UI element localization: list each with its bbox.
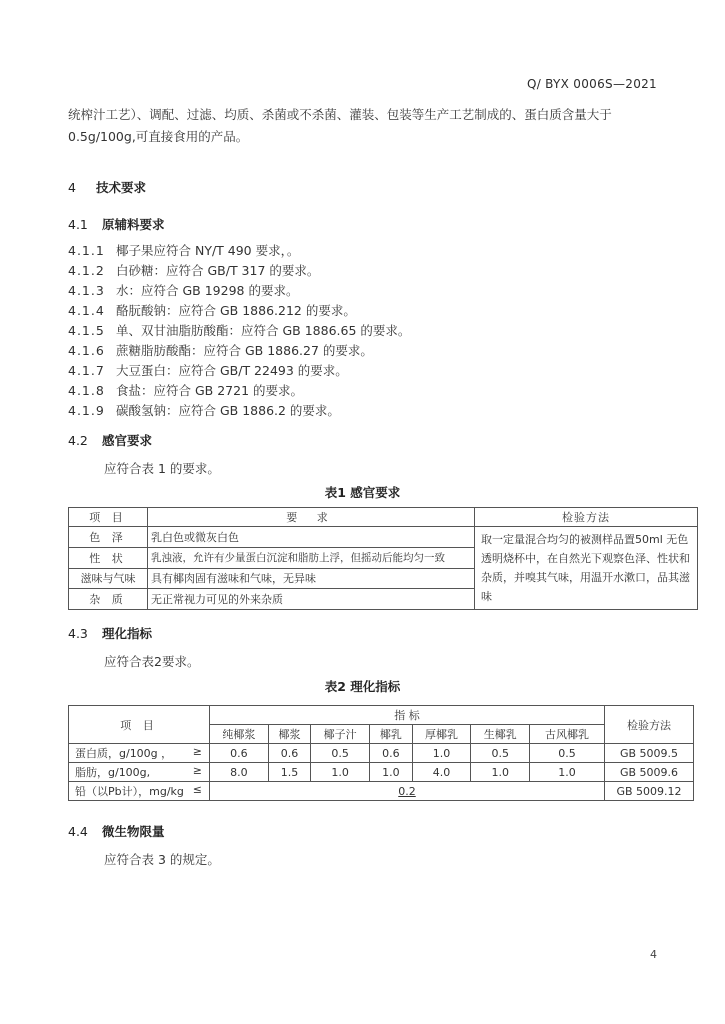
- table-header-row: [69, 706, 694, 725]
- comparison-symbol: ≤: [192, 783, 202, 796]
- item-number: 4.1.8: [68, 383, 105, 398]
- list-item: [68, 301, 410, 321]
- row-item: 性 状: [69, 547, 148, 568]
- item-number: 4.1.3: [68, 283, 105, 298]
- section-4-3-heading: [68, 624, 152, 642]
- section-number: 4.2: [68, 433, 88, 448]
- table-cell: 1.0: [412, 744, 471, 763]
- section-number: 4.4: [68, 824, 88, 839]
- row-label: [69, 744, 210, 763]
- intro-line-1: 统榨汁工艺）、调配、过滤、均质、杀菌或不杀菌、灌装、包装等生产工艺制成的、蛋白质含量大于: [68, 107, 612, 122]
- section-title: 技术要求: [96, 180, 147, 195]
- label-text: 脂肪，g/100g,: [75, 766, 151, 779]
- list-item: [68, 241, 410, 261]
- header-item: 项 目: [69, 508, 148, 527]
- section-4-2-body: 应符合表 1 的要求。: [104, 461, 220, 476]
- item-text: 单、双甘油脂肪酸酯：应符合 GB 1886.65 的要求。: [116, 323, 411, 338]
- column-header: 椰浆: [268, 725, 311, 744]
- row-item: 滋味与气味: [69, 568, 148, 589]
- row-requirement: 无正常视力可见的外来杂质: [148, 589, 475, 610]
- row-item: 杂 质: [69, 589, 148, 610]
- method-cell: GB 5009.12: [605, 782, 694, 801]
- item-number: 4.1.7: [68, 363, 105, 378]
- item-number: 4.1.6: [68, 343, 105, 358]
- section-4-heading: [68, 178, 146, 196]
- list-item: [68, 361, 410, 381]
- table-row: [69, 527, 698, 548]
- table-1-caption: 表1 感官要求: [324, 485, 401, 500]
- section-4-4-heading: [68, 822, 165, 840]
- comparison-symbol: ≥: [192, 745, 202, 758]
- lead-limit-cell: 0.2: [210, 782, 605, 801]
- item-text: 大豆蛋白：应符合 GB/T 22493 的要求。: [116, 363, 348, 378]
- item-number: 4.1.4: [68, 303, 105, 318]
- header-requirement: 要 求: [148, 508, 475, 527]
- sensory-requirements-table: [68, 507, 698, 610]
- intro-paragraph: [68, 104, 668, 148]
- section-title: 微生物限量: [102, 824, 165, 839]
- table-cell: 0.6: [370, 744, 413, 763]
- table-cell: 1.0: [311, 763, 370, 782]
- table-row: [69, 763, 694, 782]
- header-test-method: 检验方法: [605, 706, 694, 744]
- comparison-symbol: ≥: [192, 764, 202, 777]
- section-number: 4.3: [68, 626, 88, 641]
- table-cell: 1.0: [530, 763, 605, 782]
- list-item: [68, 261, 410, 281]
- table-cell: 1.0: [471, 763, 530, 782]
- section-4-3-body: 应符合表2要求。: [104, 654, 200, 669]
- list-item: [68, 401, 410, 421]
- section-title: 感官要求: [102, 433, 153, 448]
- table-cell: 1.5: [268, 763, 311, 782]
- column-header: 古风椰乳: [530, 725, 605, 744]
- page-number: 4: [650, 948, 657, 961]
- section-4-1-heading: [68, 215, 165, 233]
- table-cell: 4.0: [412, 763, 471, 782]
- header-item: 项 目: [69, 706, 210, 744]
- item-text: 椰子果应符合 NY/T 490 要求，。: [116, 243, 300, 258]
- table-cell: 0.5: [530, 744, 605, 763]
- list-item: [68, 341, 410, 361]
- row-requirement: 乳白色或微灰白色: [148, 527, 475, 548]
- item-text: 碳酸氢钠：应符合 GB 1886.2 的要求。: [116, 403, 340, 418]
- table-cell: 1.0: [370, 763, 413, 782]
- row-label: [69, 782, 210, 801]
- physicochemical-index-table: [68, 705, 694, 801]
- column-header: 生椰乳: [471, 725, 530, 744]
- table-row: [69, 744, 694, 763]
- method-cell: GB 5009.6: [605, 763, 694, 782]
- section-title: 理化指标: [102, 626, 153, 641]
- item-text: 白砂糖：应符合 GB/T 317 的要求。: [116, 263, 320, 278]
- raw-material-requirements: [68, 241, 410, 421]
- table-header-row: [69, 508, 698, 527]
- label-text: 蛋白质，g/100g ，: [75, 747, 173, 760]
- item-number: 4.1.9: [68, 403, 105, 418]
- table-cell: 0.6: [268, 744, 311, 763]
- item-text: 食盐：应符合 GB 2721 的要求。: [116, 383, 303, 398]
- item-number: 4.1.2: [68, 263, 105, 278]
- header-index: 指 标: [210, 706, 605, 725]
- column-header: 椰子汁: [311, 725, 370, 744]
- column-header: 厚椰乳: [412, 725, 471, 744]
- section-4-4-body: 应符合表 3 的规定。: [104, 852, 220, 867]
- row-requirement: 具有椰肉固有滋味和气味，无异味: [148, 568, 475, 589]
- table-cell: 0.5: [471, 744, 530, 763]
- table-cell: 0.6: [210, 744, 269, 763]
- list-item: [68, 381, 410, 401]
- row-item: 色 泽: [69, 527, 148, 548]
- item-text: 水：应符合 GB 19298 的要求。: [116, 283, 299, 298]
- header-test-method: 检验方法: [475, 508, 698, 527]
- item-number: 4.1.5: [68, 323, 105, 338]
- row-label: [69, 763, 210, 782]
- document-code: Q/ BYX 0006S—2021: [526, 77, 657, 91]
- table-cell: 0.5: [311, 744, 370, 763]
- section-title: 原辅料要求: [102, 217, 165, 232]
- table-2-caption: 表2 理化指标: [324, 679, 401, 694]
- column-header: 椰乳: [370, 725, 413, 744]
- label-text: 铅（以Pb计），mg/kg: [75, 785, 184, 798]
- method-cell: GB 5009.5: [605, 744, 694, 763]
- row-requirement: 乳浊液，允许有少量蛋白沉淀和脂肪上浮，但摇动后能均匀一致: [148, 547, 475, 568]
- table-row: [69, 782, 694, 801]
- list-item: [68, 281, 410, 301]
- section-4-2-heading: [68, 431, 152, 449]
- item-text: 酪朊酸钠：应符合 GB 1886.212 的要求。: [116, 303, 356, 318]
- test-method-text: 取一定量混合均匀的被测样品置50ml 无色透明烧杯中，在自然光下观察色泽、性状和杂质，并嗅其气味，用温开水漱口，品其滋味: [475, 527, 698, 610]
- list-item: [68, 321, 410, 341]
- section-number: 4: [68, 180, 76, 195]
- column-header: 纯椰浆: [210, 725, 269, 744]
- item-text: 蔗糖脂肪酸酯：应符合 GB 1886.27 的要求。: [116, 343, 373, 358]
- section-number: 4.1: [68, 217, 88, 232]
- item-number: 4.1.1: [68, 243, 105, 258]
- table-cell: 8.0: [210, 763, 269, 782]
- intro-line-2: 0.5g/100g,可直接食用的产品。: [68, 129, 249, 144]
